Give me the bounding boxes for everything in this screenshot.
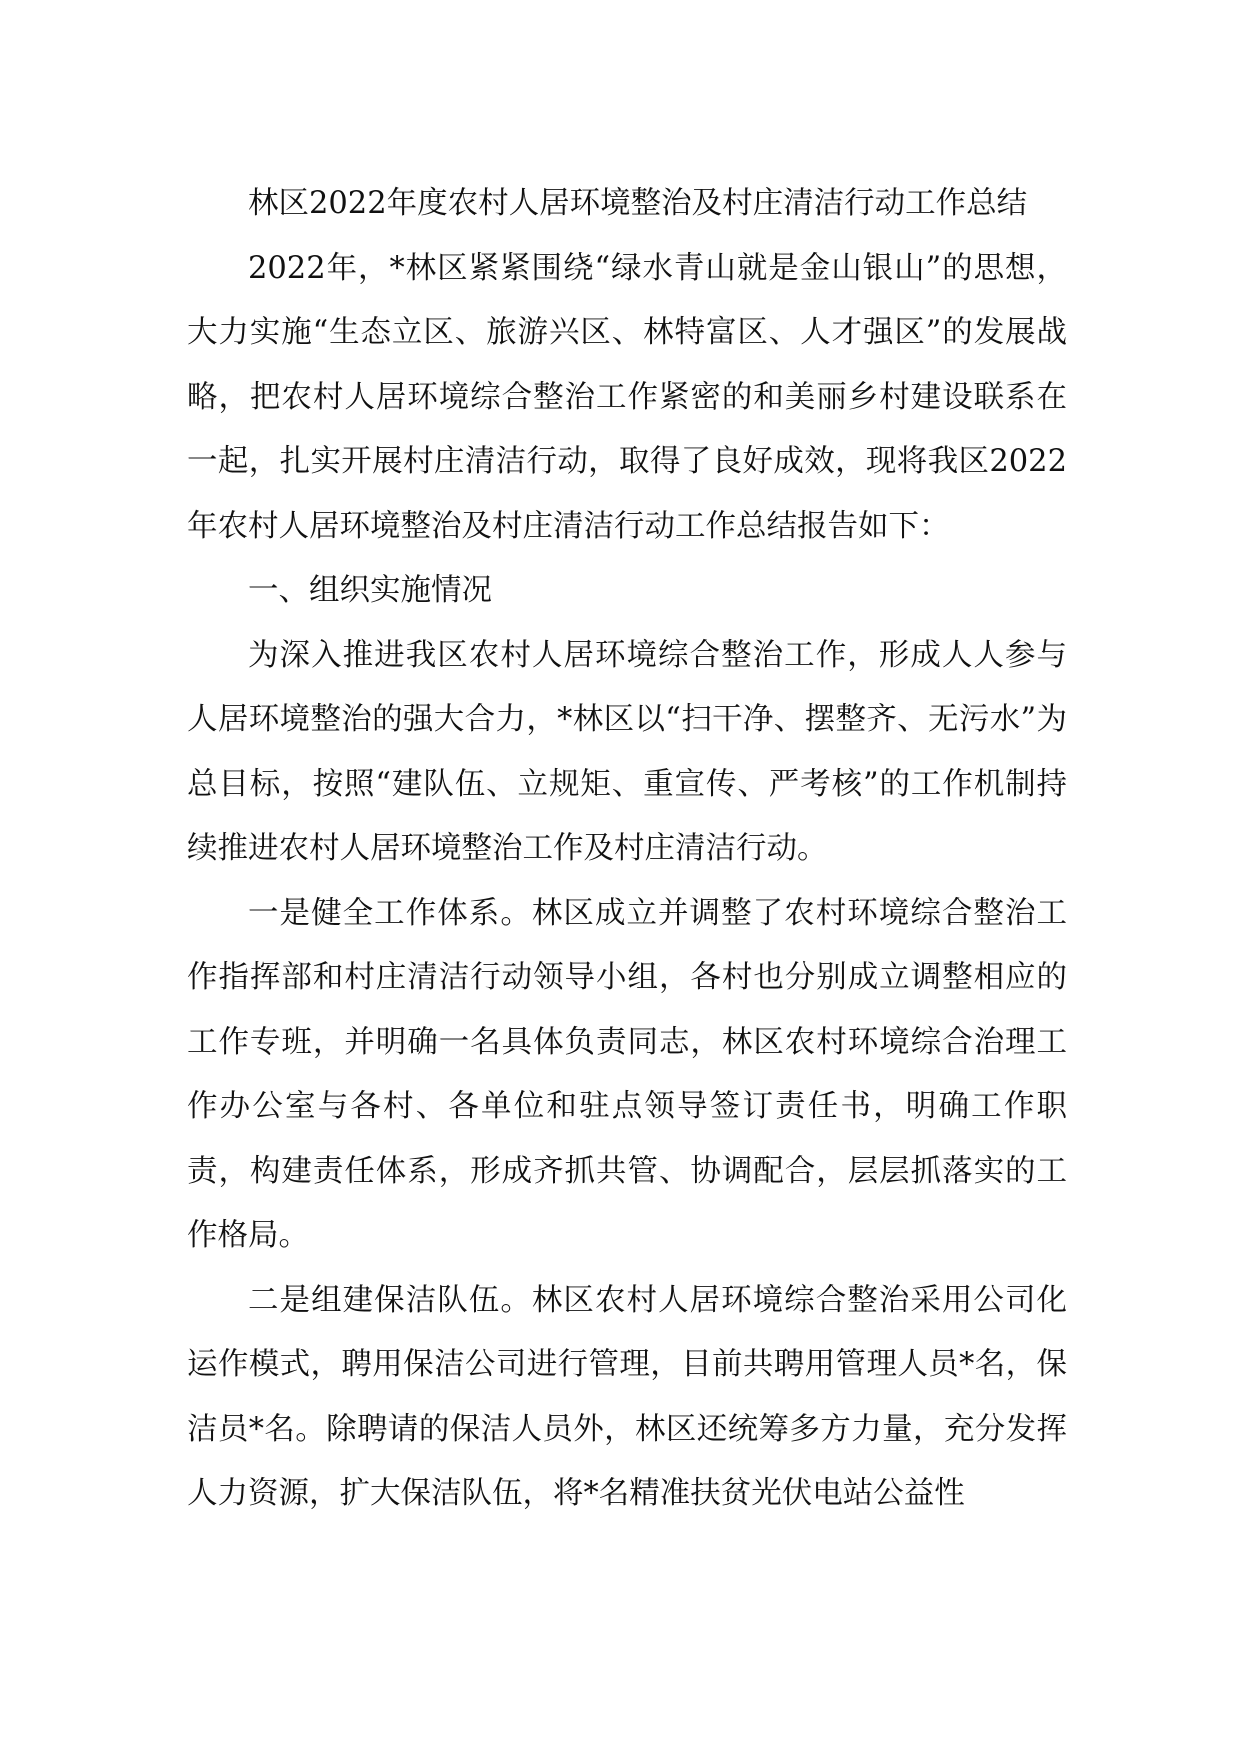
section-heading-1: 一、组织实施情况	[248, 573, 492, 608]
document-title: 林区2022年度农村人居环境整治及村庄清洁行动工作总结	[248, 186, 1028, 221]
paragraph-1: 为深入推进我区农村人居环境综合整治工作，形成人人参与人居环境整治的强大合力，*林区以“扫干净、摆整齐、无污水”为总目标，按照“建队伍、立规矩、重宣传、严考核”的工作机制持续推进农村人居环境整治工作及村庄清洁行动。	[187, 637, 1067, 866]
document-body	[187, 172, 1067, 1527]
paragraph-2: 一是健全工作体系。林区成立并调整了农村环境综合整治工作指挥部和村庄清洁行动领导小组，各村也分别成立调整相应的工作专班，并明确一名具体负责同志，林区农村环境综合治理工作办公室与各村、各单位和驻点领导签订责任书，明确工作职责，构建责任体系，形成齐抓共管、协调配合，层层抓落实的工作格局。	[187, 895, 1067, 1253]
paragraph-intro: 2022年，*林区紧紧围绕“绿水青山就是金山银山”的思想，大力实施“生态立区、旅游兴区、林特富区、人才强区”的发展战略，把农村人居环境综合整治工作紧密的和美丽乡村建设联系在一起，扎实开展村庄清洁行动，取得了良好成效，现将我区2022年农村人居环境整治及村庄清洁行动工作总结报告如下：	[187, 250, 1067, 544]
paragraph-3: 二是组建保洁队伍。林区农村人居环境综合整治采用公司化运作模式，聘用保洁公司进行管理，目前共聘用管理人员*名，保洁员*名。除聘请的保洁人员外，林区还统筹多方力量，充分发挥人力资源，扩大保洁队伍，将*名精准扶贫光伏电站公益性	[187, 1282, 1067, 1511]
